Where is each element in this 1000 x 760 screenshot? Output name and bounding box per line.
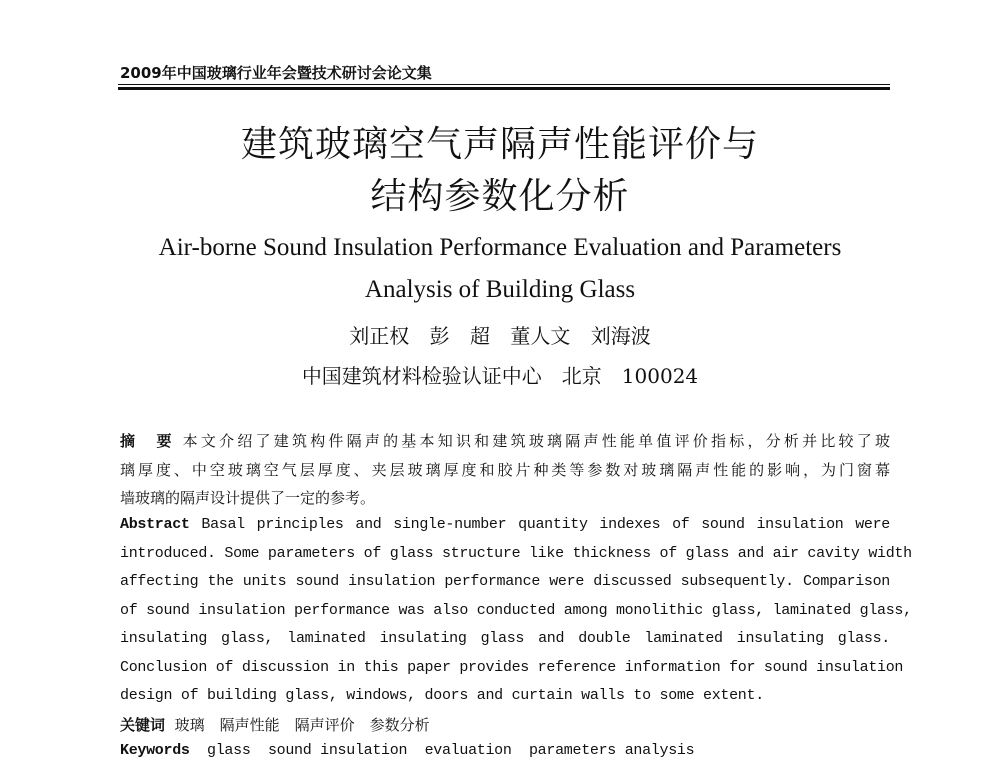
abstract-en-line: introduced. Some parameters of glass structure like thickness of glass and air cavity width	[120, 545, 912, 562]
abstract-en-line: affecting the units sound insulation performance were discussed subsequently. Comparison	[120, 573, 890, 590]
abstract-cn-line: 摘 要 本文介绍了建筑构件隔声的基本知识和建筑玻璃隔声性能单值评价指标，分析并比较了玻	[120, 432, 890, 450]
affiliation: 中国建筑材料检验认证中心 北京 100024	[301, 364, 699, 388]
abstract-en-line: design of building glass, windows, doors and curtain walls to some extent.	[120, 687, 764, 704]
abstract-en-line: Abstract Basal principles and single-number quantity indexes of sound insulation were	[120, 516, 891, 533]
abstract-cn-line: 璃厚度、中空玻璃空气层厚度、夹层玻璃厚度和胶片种类等参数对玻璃隔声性能的影响，为门窗幕	[120, 461, 890, 479]
keywords-en: Keywords glass sound insulation evaluation parameters analysis	[120, 742, 695, 759]
title-en-line1: Air-borne Sound Insulation Performance Evaluation and Parameters	[158, 234, 842, 261]
proceedings-header: 2009年中国玻璃行业年会暨技术研讨会论文集	[120, 64, 432, 82]
abstract-en-label: Abstract	[120, 516, 190, 533]
header-rule-thick	[118, 87, 890, 90]
abstract-cn-label: 摘 要	[120, 432, 175, 450]
header-rule	[118, 84, 890, 85]
keywords-en-label: Keywords	[120, 742, 190, 759]
title-en-line2: Analysis of Building Glass	[364, 276, 636, 303]
abstract-cn-line: 墙玻璃的隔声设计提供了一定的参考。	[120, 489, 376, 507]
abstract-en-line: Conclusion of discussion in this paper provides reference information for sound insulation	[120, 659, 904, 676]
title-cn-line1: 建筑玻璃空气声隔声性能评价与	[240, 124, 759, 165]
keywords-cn: 关键词 玻璃 隔声性能 隔声评价 参数分析	[120, 716, 430, 734]
title-cn-line2: 结构参数化分析	[370, 176, 630, 217]
abstract-en-line: insulating glass, laminated insulating glass and double laminated insulating glass.	[120, 630, 890, 647]
keywords-cn-label: 关键词	[120, 716, 166, 734]
abstract-en-line: of sound insulation performance was also conducted among monolithic glass, laminated glass,	[120, 602, 912, 619]
authors: 刘正权 彭 超 董人文 刘海波	[349, 324, 651, 348]
